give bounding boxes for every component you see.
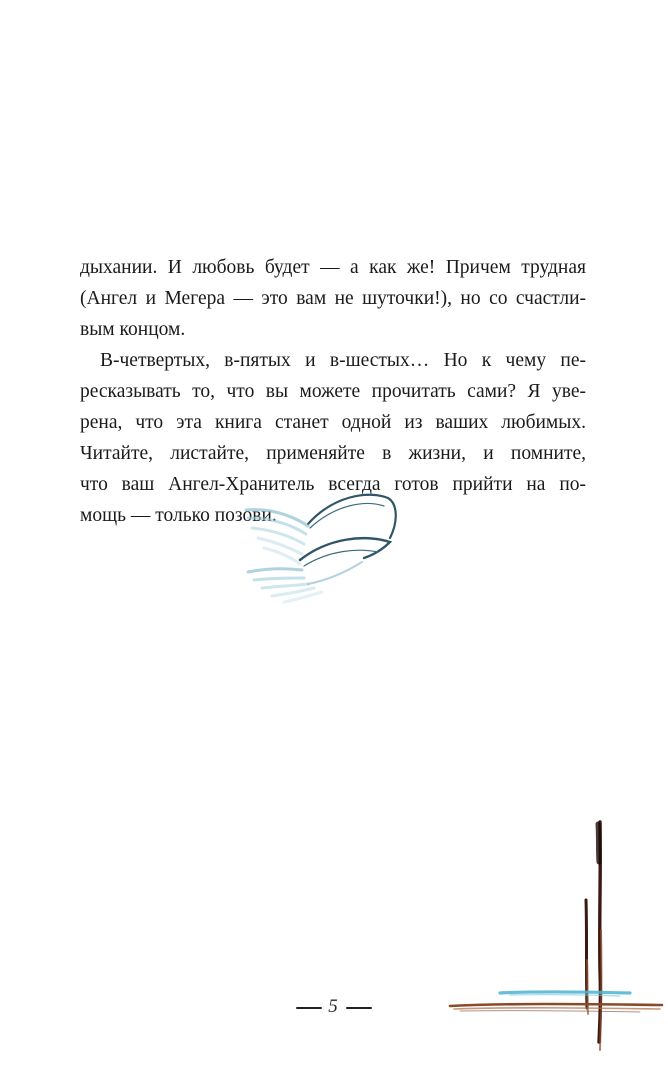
text-line: рена, что эта книга станет одной из ваших любимых.	[80, 412, 586, 433]
text-line: дыхании. И любовь будет — а как же! Причем трудная	[80, 257, 586, 278]
text-line: вым концом.	[80, 319, 186, 340]
brush-stroke-cross-icon	[440, 810, 668, 1080]
text-line: (Ангел и Мегера — это вам не шуточки!), но со счастли-	[80, 288, 586, 309]
text-line: Читайте, листайте, применяйте в жизни, и помните,	[80, 443, 586, 464]
text-line: мощь — только позови.	[80, 505, 277, 526]
text-line: ресказывать то, что вы можете прочитать сами? Я уве-	[80, 381, 586, 402]
angel-wing-icon	[238, 488, 408, 608]
text-line: что ваш Ангел-Хранитель всегда готов прийти на по-	[80, 474, 586, 495]
dash-right	[346, 1007, 372, 1009]
text-line: В-четвертых, в-пятых и в-шестых… Но к чему пе-	[100, 350, 586, 371]
page-number-value: 5	[328, 996, 340, 1017]
dash-left	[296, 1007, 322, 1009]
